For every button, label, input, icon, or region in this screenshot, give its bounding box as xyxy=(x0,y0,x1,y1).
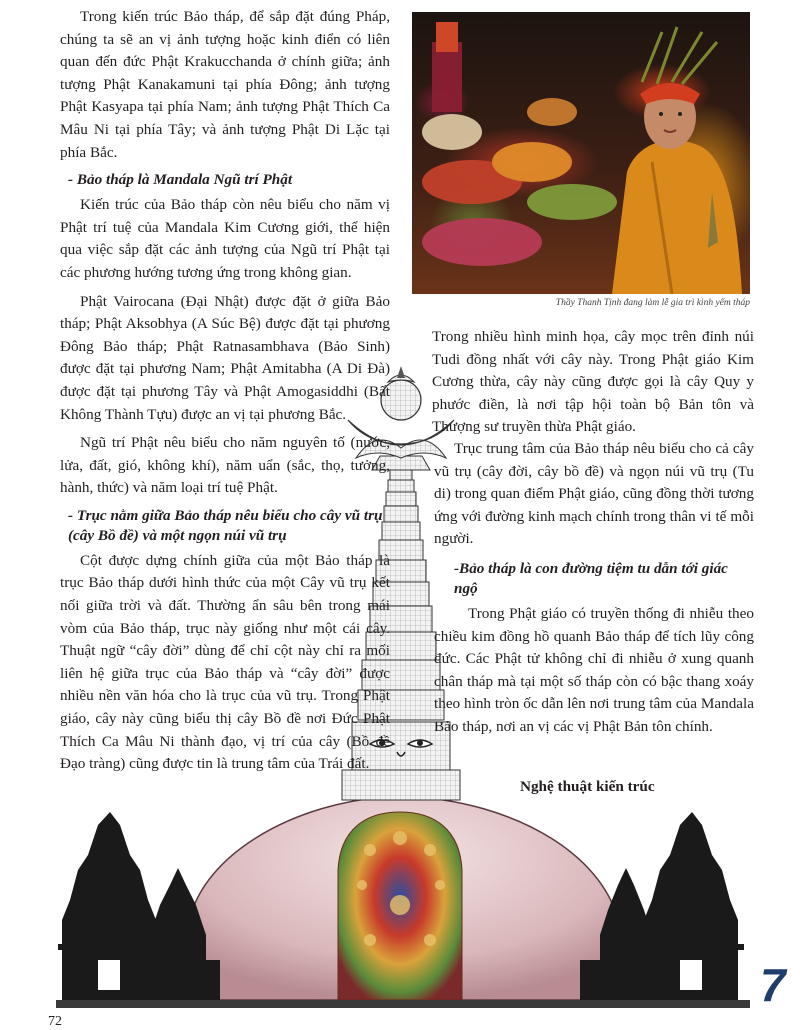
section-heading-architecture: Nghệ thuật kiến trúc xyxy=(520,778,655,795)
section-heading: -Bảo tháp là con đường tiệm tu dẫn tới giác ngộ xyxy=(454,559,728,597)
photo-caption: Thầy Thanh Tịnh đang làm lễ gia trì kinh yểm tháp xyxy=(555,298,750,308)
paragraph: Trong kiến trúc Bảo tháp, để sắp đặt đúng Pháp, chúng ta sẽ an vị ảnh tượng hoặc kinh điển có liên quan đến đức Phật Krakucchanda ở chính giữa; ảnh tượng Phật Kanakamuni tại phía Đông; ảnh tượng Phật Kasyapa tại phía Nam; ảnh tượng Phật Thích Ca Mâu Ni tại phía Tây; và ảnh tượng Phật Di Lặc tại phía Bắc. xyxy=(60,8,390,161)
right-column-top xyxy=(432,326,754,439)
paragraph: Cột được dựng chính giữa của một Bảo tháp là trục Bảo tháp dưới hình thức của một Cây vũ trụ kết nối giữa trời và đất. Thường ẩn sâu bên trong mái vòm của Bảo tháp, trục này giống như một cái cây. Thuật ngữ “cây đời” dùng để chỉ cột này chỉ ra mối liên hệ giữa trục của Bảo tháp và “cây đời” được nhiều nền văn hóa cho là trục của vũ trụ. Trong Phật giáo, cây này cũng biểu thị cây Bồ đề nơi Đức Phật Thích Ca Mâu Ni thành đạo, vị trí của cây (Bồ đề Đạo tràng) cũng được tin là trung tâm của Trái đất. xyxy=(60,551,390,773)
section-heading: - Bảo tháp là Mandala Ngũ trí Phật xyxy=(68,171,293,189)
paragraph: Trục trung tâm của Bảo tháp nêu biểu cho cả cây vũ trụ (cây đời, cây bồ đề) và ngọn núi vũ trụ (Tu di) trong quan điểm Phật giáo, cũng đồng thời tương ứng với đường kinh mạch chính trong thân vi tế mỗi người. xyxy=(434,440,754,548)
paragraph: Trong nhiều hình minh họa, cây mọc trên đỉnh núi Tudi đồng nhất với cây này. Trong Phật giáo Kim Cương thừa, cây này cũng được gọi là cây Quy y phước điền, là nơi tập hội toàn bộ Bản tôn và Thượng sư truyền thừa Phật giáo. xyxy=(432,328,754,436)
ceremony-photo xyxy=(412,12,750,294)
paragraph: Trong Phật giáo có truyền thống đi nhiễu theo chiều kim đồng hồ quanh Bảo tháp để tích lũy công đức. Các Phật tử không chỉ đi nhiễu ở xung quanh chân tháp mà tại một số tháp còn có bậc thang xoáy theo hình tròn ốc dẫn lên nơi trung tâm của Mandala Bảo tháp, nơi an vị các vị Phật Bản tôn chính. xyxy=(434,604,754,735)
paragraph: Phật Vairocana (Đại Nhật) được đặt ở giữa Bảo tháp; Phật Aksobhya (A Súc Bệ) được đặt tại phương Đông Bảo tháp; Phật Ratnasambhava (Bảo Sinh) được đặt tại phương Nam; Phật Amitabha (A Di Đà) được đặt tại phương Tây và Phật Amogasiddhi (Bất Không Thành Tựu) được an vị tại phương Bắc. xyxy=(60,292,390,423)
page-number-left: 72 xyxy=(48,1014,62,1029)
section-heading: - Trục nằm giữa Bảo tháp nêu biểu cho cây vũ trụ (cây Bồ đề) và một ngọn núi vũ trụ xyxy=(68,506,383,544)
right-column xyxy=(434,438,754,739)
monk-figure xyxy=(412,12,750,294)
paragraph: Ngũ trí Phật nêu biểu cho năm nguyên tố (nước, lửa, đất, gió, không khí), năm uẩn (sắc, thọ, tưởng, hành, thức) và năm loại trí tuệ Phật. xyxy=(60,434,390,497)
page-number-right: 7 xyxy=(760,959,786,1011)
paragraph: Kiến trúc của Bảo tháp còn nêu biểu cho năm vị Phật trí tuệ của Mandala Kim Cương giới, thể hiện qua việc sắp đặt các ảnh tượng của Ngũ trí Phật tại các phương hướng tương ứng trong không gian. xyxy=(60,196,390,281)
left-column xyxy=(60,6,390,776)
